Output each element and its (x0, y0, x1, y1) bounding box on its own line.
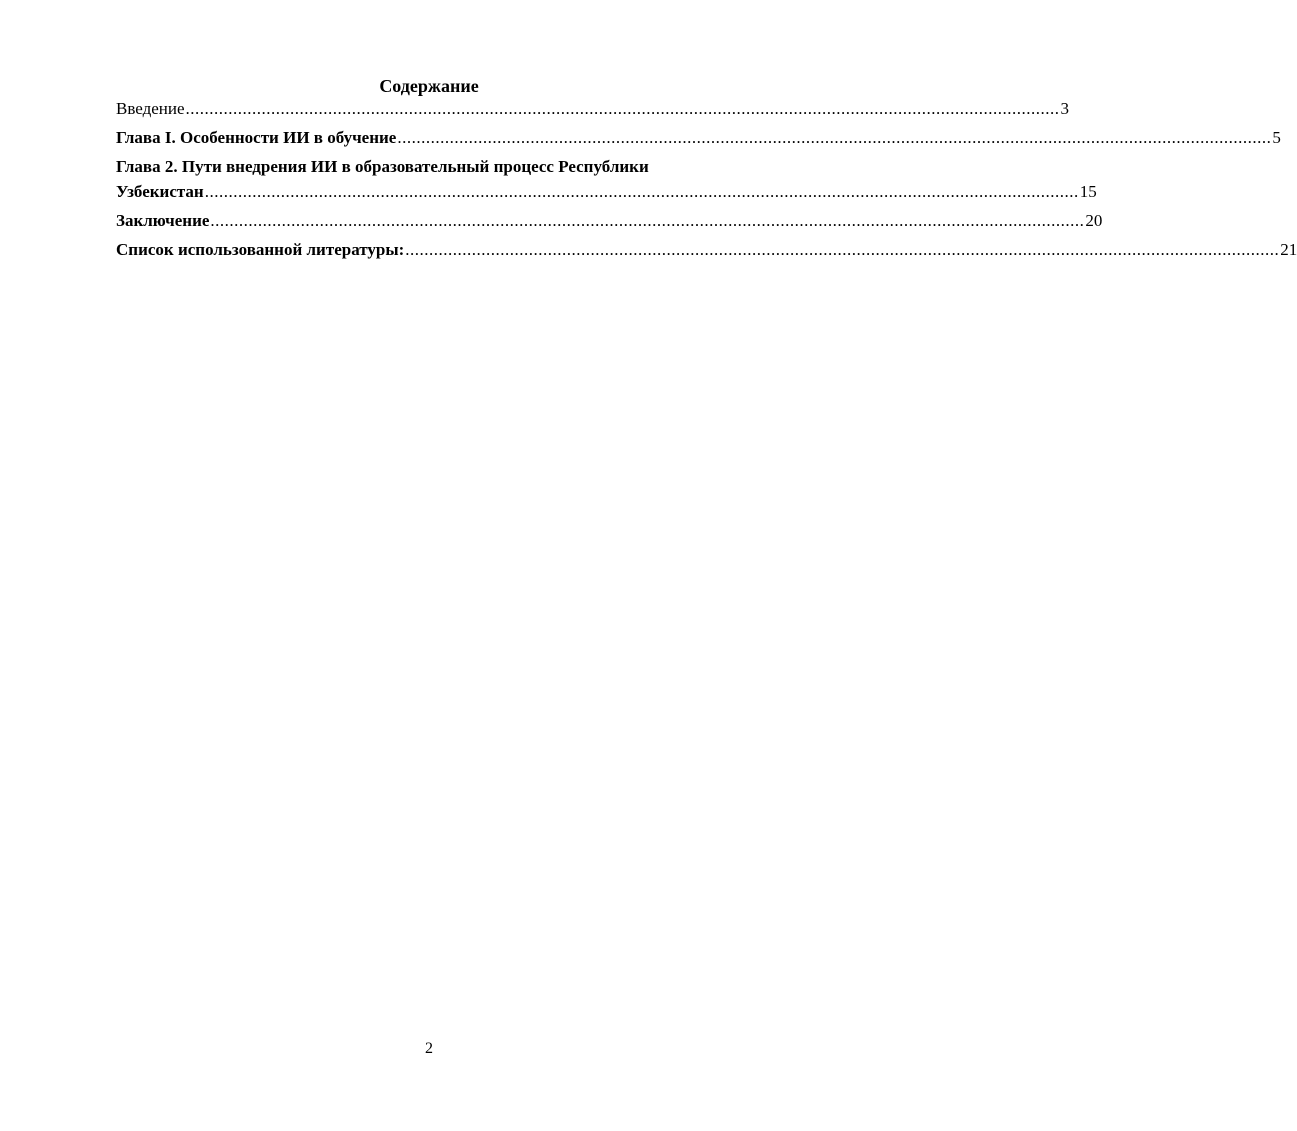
toc-leader-dots: ........................................................................................................................................................................................ (397, 128, 1272, 147)
toc-title: Содержание (379, 76, 479, 96)
toc-entry-page: 20 (1085, 211, 1103, 230)
toc-entry-label: Глава I. Особенности ИИ в обучение (116, 128, 397, 147)
toc-entry-chapter-1 (116, 127, 1281, 149)
toc-entry-chapter-2 (116, 181, 1097, 203)
toc-entry-page: 5 (1272, 128, 1281, 147)
table-of-contents (116, 98, 1297, 261)
toc-leader-dots: ........................................................................................................................................................................................ (185, 99, 1060, 118)
page-number: 2 (425, 1040, 433, 1057)
toc-entry-references (116, 239, 1297, 261)
toc-entry-chapter-2-line1: Глава 2. Пути внедрения ИИ в образовательный процесс Республики (116, 157, 649, 176)
toc-entry-label: Заключение (116, 211, 210, 230)
toc-entry-label: Узбекистан (116, 182, 204, 201)
toc-entry-label: Введение (116, 99, 185, 118)
toc-entry-page: 15 (1079, 182, 1097, 201)
toc-entry-page: 3 (1060, 99, 1070, 118)
toc-entry-page: 21 (1280, 240, 1297, 259)
toc-entry-introduction (116, 98, 1070, 120)
toc-leader-dots: ........................................................................................................................................................................................ (405, 240, 1280, 259)
toc-leader-dots: ........................................................................................................................................................................................ (204, 182, 1079, 201)
toc-entry-conclusion (116, 210, 1103, 232)
toc-entry-label: Список использованной литературы: (116, 240, 405, 259)
toc-leader-dots: ........................................................................................................................................................................................ (210, 211, 1085, 230)
